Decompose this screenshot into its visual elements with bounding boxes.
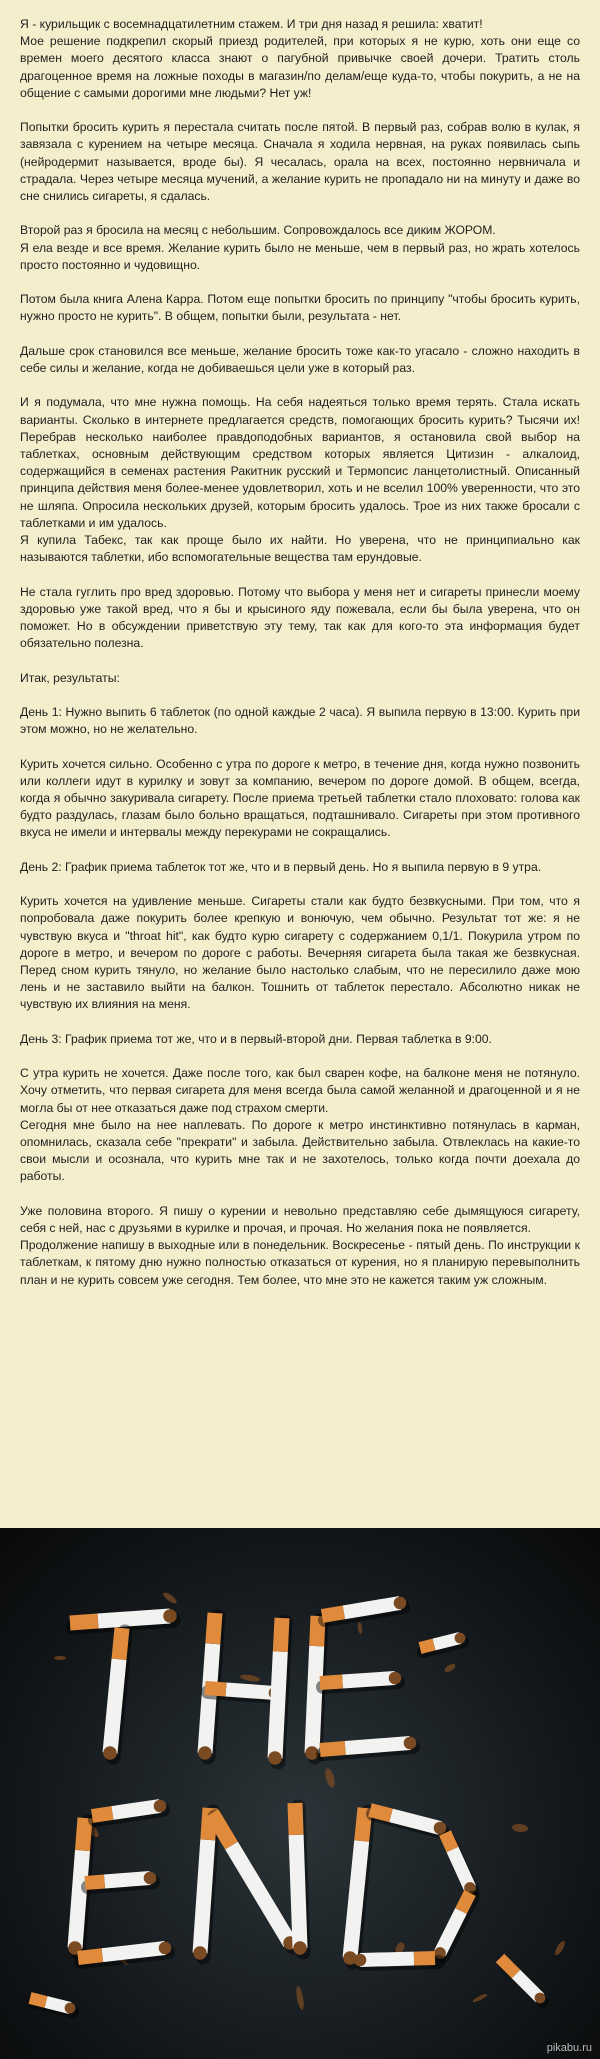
cigarette	[103, 1628, 125, 1760]
cigarette	[320, 1672, 401, 1687]
cigarette	[212, 1813, 297, 1950]
cigarette	[85, 1872, 156, 1887]
tobacco-flake	[512, 1823, 529, 1832]
article-paragraph: День 3: График приема тот же, что и в первый-второй дни. Первая таблетка в 9:00.	[20, 1031, 492, 1046]
cigarette	[445, 1833, 476, 1894]
tobacco-flake	[472, 1993, 488, 2004]
tobacco-flake	[54, 1656, 66, 1660]
cigarette	[30, 1998, 75, 2013]
cigarette	[78, 1942, 171, 1962]
article-paragraph: День 2: График приема таблеток тот же, что и в первый день. Но я выпила первую в 9 утра.	[20, 859, 542, 874]
cigarette	[205, 1687, 281, 1700]
article-paragraph: Уже половина второго. Я пишу о курении и невольно представляю себе дымящуюся сигарету, себя с ней, нас с друзьями в курилке и прочая, и прочая. Но желания пока не появляется. Продолжение напишу в выходные или в понедельник. Воскресенье - пятый день. По инструкции к таблеткам, к пятому дню нужно полностью отказаться от курения, но я планирую перевыполнить план и не курить совсем уже сегодня. Тем более, что мне это не кажется таким уж сложным.	[20, 1203, 580, 1287]
cigarette-letters-graphic	[0, 1528, 600, 2059]
tobacco-flake	[162, 1591, 178, 1605]
article-paragraph: И я подумала, что мне нужна помощь. На себя надеяться только время терять. Стала искать варианты. Сколько в интернете предлагается средств, помогающих бросить курить? Тысячи их! Перебрав несколько наиболее правдоподобных вариантов, я остановила свой выбор на таблетках, основным действующим средством которых является Цитизин - алкалоид, содержащийся в семенах растения Ракитник русский и Термопсис ланцетолистный. Описанный принципа действия меня более-менее удовлетворил, хоть и не вселил 100% уверенности, что это не шляпа. Опросила нескольких друзей, которым бросить удалось. Трое из них также бросали с таблетками и им удалось. Я купила Табекс, так как проще было их найти. Но уверена, что не принципиально как называются таблетки, ибо вспомогательные вещества там ерундовые.	[20, 395, 580, 565]
tobacco-flake	[240, 1673, 261, 1682]
tobacco-flake	[553, 1940, 566, 1957]
tobacco-flake	[443, 1662, 456, 1673]
the-end-cigarettes-image	[0, 1528, 600, 2059]
tobacco-flake	[357, 1622, 362, 1634]
cigarette	[320, 1737, 416, 1754]
cigarette	[500, 1958, 545, 2003]
cigarette	[420, 1633, 465, 1652]
cigarette	[370, 1810, 446, 1834]
cigarette	[322, 1597, 406, 1620]
article-paragraph: Я - курильщик с восемнадцатилетним стажем. И три дня назад я решила: хватит! Мое решение подкрепил скорый приезд родителей, при которых я не курю, хоть они еще со времен моего десятого класса знают о пагубной привычке своей дочери. Тратить столь драгоценное время на ложные походы в магазин/по делам/еще куда-то, чтобы покурить, а не на общение с самыми дорогими мне людьми? Нет уж!	[20, 17, 580, 100]
article-paragraph: Дальше срок становился все меньше, желание бросить тоже как-то угасало - сложно находить в себе силы и желание, когда не добиваешься цели уже в который раз.	[20, 343, 580, 375]
tobacco-flake	[295, 1986, 305, 2011]
tobacco-flake	[323, 1767, 336, 1788]
article-paragraph: Курить хочется сильно. Особенно с утра по дороге к метро, в течение дня, когда нужно позвонить или коллеги идут в курилку и зовут за компанию, вечером по дороге домой. В общем, всегда, когда я обычно закуривала сигарету. После приема третьей таблетки стало плоховато: голова как будто раздулась, глазам было больно вращаться, подташнивало. Сигареты при этом противного вкуса не имели и интервалы между перекурами не сокращались.	[20, 756, 580, 840]
cigarette	[434, 1893, 473, 1959]
article-paragraph: Потом была книга Алена Карра. Потом еще попытки бросить по принципу "чтобы бросить курить, нужно просто не курить". В общем, попытки были, результата - нет.	[20, 292, 580, 324]
article-paragraph: Попытки бросить курить я перестала считать после пятой. В первый раз, собрав волю в кулак, я завязала с курением на четыре месяца. Сначала я ходила нервная, на руках появилась сыпь (нейродермит называется, вроде бы). Я чесалась, орала на всех, постоянно нервничала и страдала. Через четыре месяца мучений, а желание курить не пропадало ни на минуту и даже во сне снились сигареты, я сдалась.	[20, 120, 580, 204]
article-paragraph: Не стала гуглить про вред здоровью. Потому что выбора у меня нет и сигареты принесли моему здоровью уже такой вред, что я бы и крысиного яду пожевала, если бы была уверена, что он поможет. Но в обсуждении приветствую эту тему, так как для кого-то эта информация будет обязательно полезна.	[20, 584, 580, 651]
cigarette	[293, 1803, 307, 1955]
article-paragraph: Второй раз я бросила на месяц с небольшим. Сопровождалось все диким ЖОРОМ. Я ела везде и все время. Желание курить было не меньше, чем в первый раз, но жрать хотелось просто постоянно и чудовищно.	[20, 223, 580, 272]
article-paragraph: День 1: Нужно выпить 6 таблеток (по одной каждые 2 часа). Я выпила первую в 13:00. Курить при этом можно, но не желательно.	[20, 705, 580, 737]
cigarette	[193, 1808, 213, 1960]
cigarette	[92, 1800, 166, 1820]
article-paragraph: С утра курить не хочется. Даже после того, как был сварен кофе, на балконе меня не потянуло. Хочу отметить, что первая сигарета для меня всегда была самой желанной и драгоценной и я не могла бы от нее отказаться даже под страхом смерти. Сегодня мне было на нее наплевать. По дороге к метро инстинктивно потянулась в карман, опомнилась, сказала себе "прекрати" и забыла. Действительно забыла. Отвлеклась на какие-то свои мысли и осознала, что курить мне так и не захотелось, только когда почти доехала до работы.	[20, 1066, 580, 1184]
watermark-text: pikabu.ru	[546, 2042, 592, 2054]
cigarette	[70, 1609, 177, 1627]
article-paragraph: Итак, результаты:	[20, 670, 120, 685]
cigarette	[343, 1808, 368, 1965]
cigarette	[354, 1954, 438, 1967]
article-paragraph: Курить хочется на удивление меньше. Сигареты стали как будто безвкусными. При том, что я попробовала даже покурить более крепкую и вонючую, чем обычно. Результат тот же: я не чувствую вкуса и "throat hit", как будто курю сигарету с содержанием 0,1/1. Покурила утром по дороге в метро, и вечером по дороге с работы. Вечерняя сигарета была такая же безвкусная. Перед сном курить тянуло, но желание было настолько слабым, что не пересилило даже мою лень и не заставило выйти на балкон. Тошнить от таблеток перестало. Абсолютно никак не чувствую их влияния на меня.	[20, 894, 580, 1012]
